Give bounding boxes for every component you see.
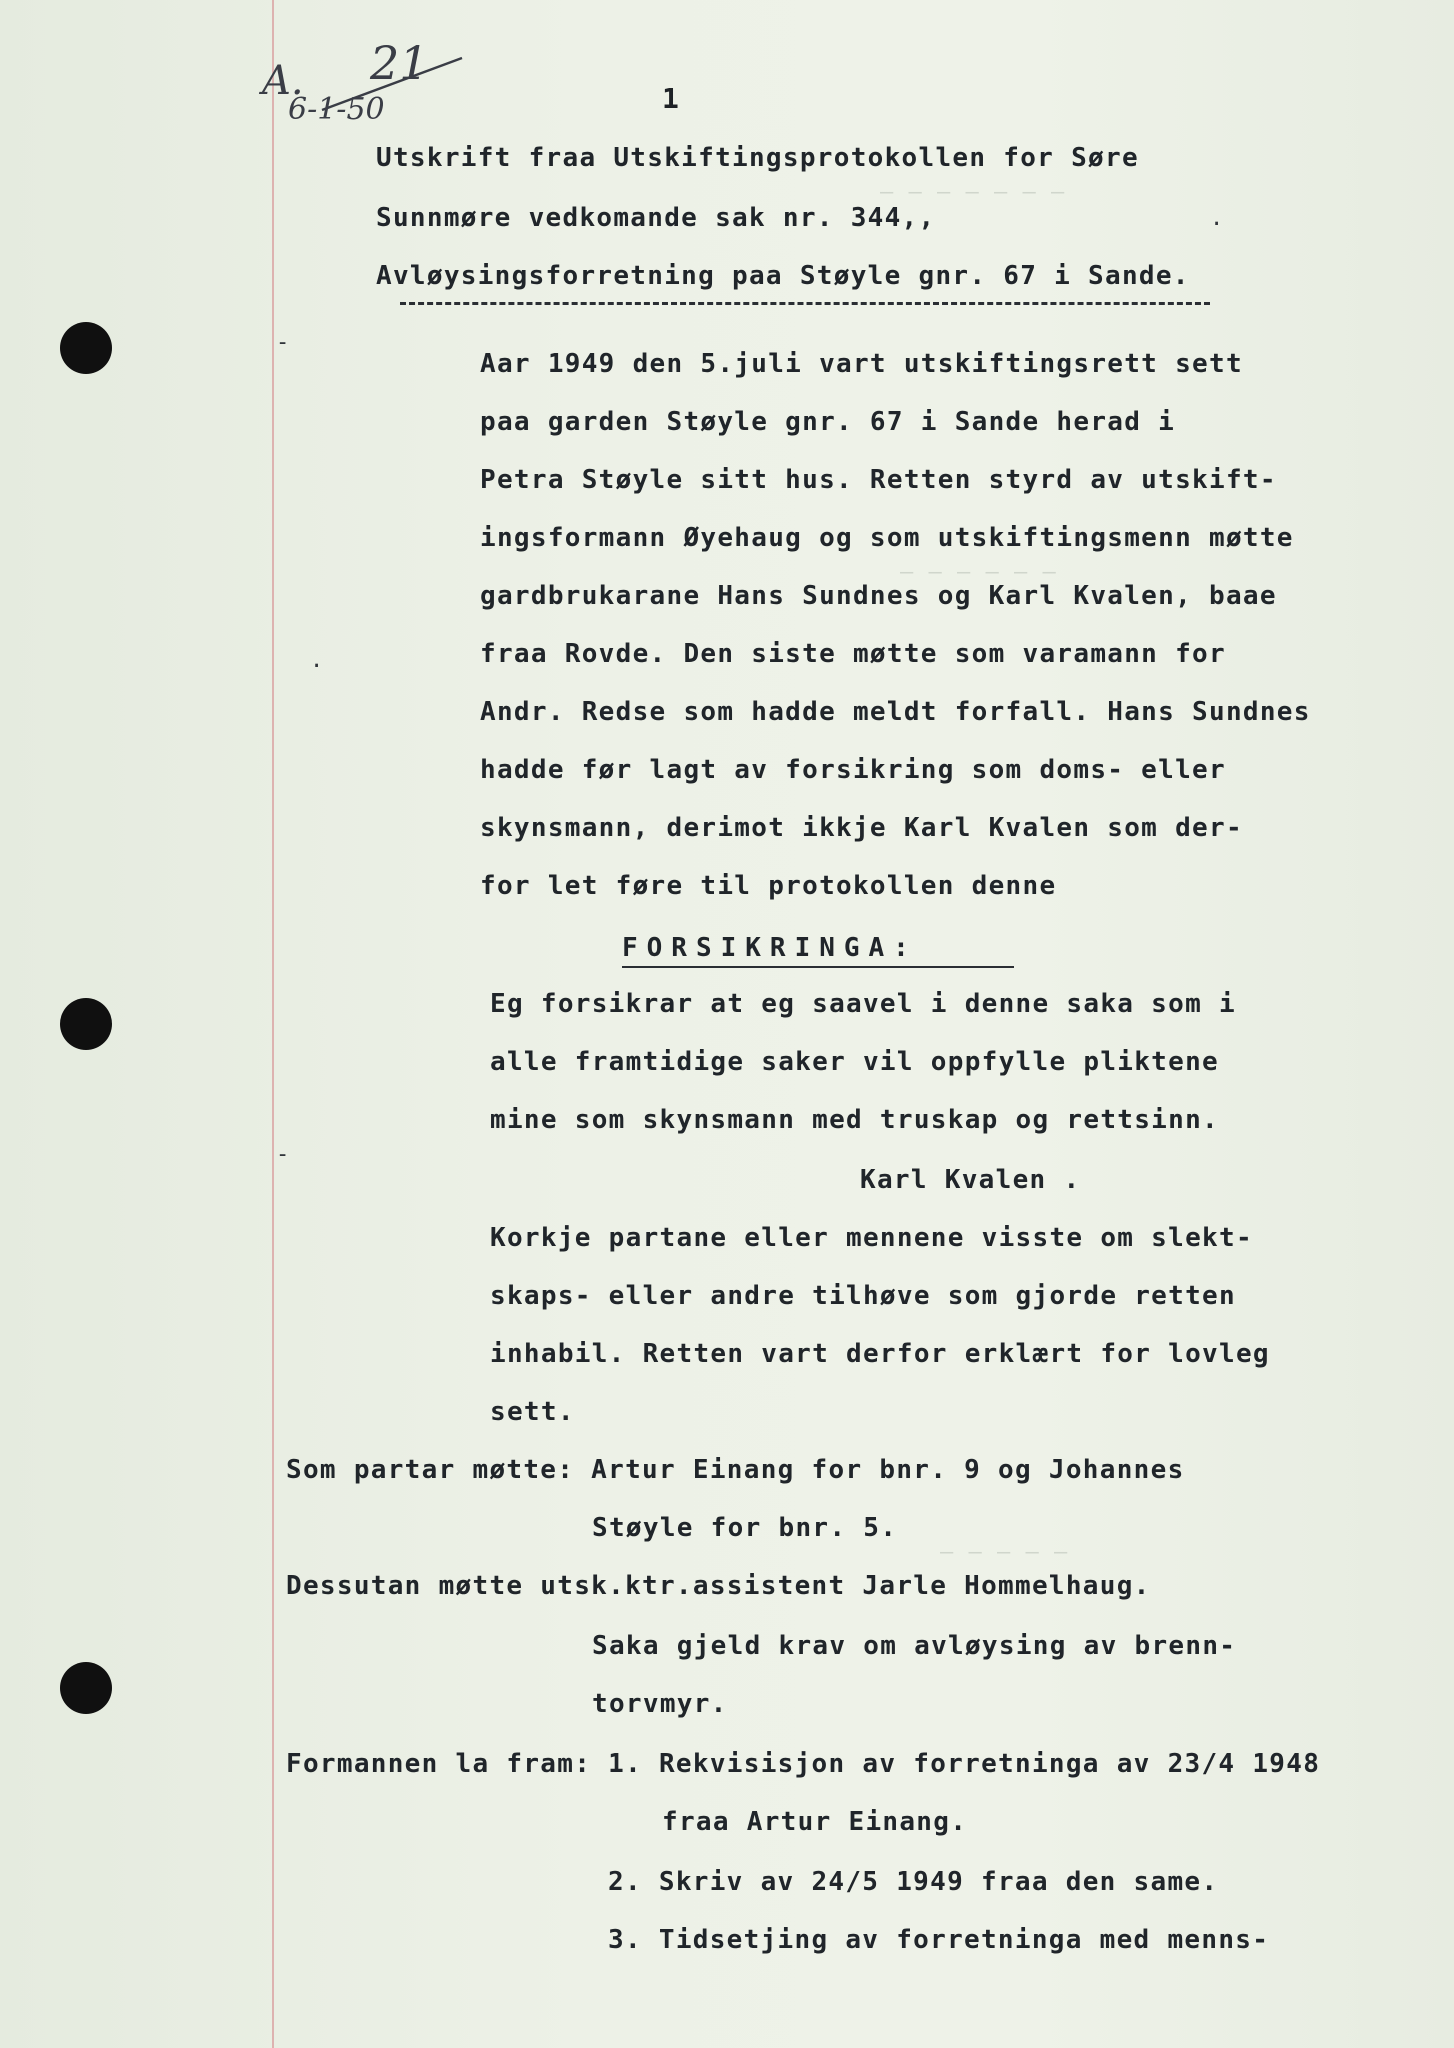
after-line: inhabil. Retten vart derfor erklært for lovleg: [490, 1339, 1270, 1369]
parties-line-1: Som partar møtte: Artur Einang for bnr. 9 og Johannes: [286, 1455, 1185, 1485]
margin-tick: -: [276, 1142, 290, 1167]
header-rule: [400, 302, 1210, 305]
after-line: skaps- eller andre tilhøve som gjorde retten: [490, 1281, 1236, 1311]
handwritten-reference: [262, 38, 472, 133]
bleed-through: — — — — — — —: [880, 180, 1066, 205]
body-line: Petra Støyle sitt hus. Retten styrd av utskift-: [480, 465, 1277, 495]
body-line: for let føre til protokollen denne: [480, 871, 1057, 901]
oath-line: mine som skynsmann med truskap og rettsinn.: [490, 1105, 1219, 1135]
documents-intro: Formannen la fram: 1. Rekvisisjon av forretninga av 23/4 1948: [286, 1749, 1321, 1779]
body-line: hadde før lagt av forsikring som doms- eller: [480, 755, 1226, 785]
body-line: skynsmann, derimot ikkje Karl Kvalen som der-: [480, 813, 1243, 843]
stray-mark: .: [310, 648, 324, 673]
header-line-2: Sunnmøre vedkomande sak nr. 344,,: [376, 203, 936, 233]
body-line: paa garden Støyle gnr. 67 i Sande herad i: [480, 407, 1176, 437]
body-line: gardbrukarane Hans Sundnes og Karl Kvalen, baae: [480, 581, 1277, 611]
handwritten-ref-number: 21: [370, 36, 429, 90]
parties-line-2: Støyle for bnr. 5.: [592, 1513, 898, 1543]
header-line-1: Utskrift fraa Utskiftingsprotokollen for Søre: [376, 143, 1139, 173]
margin-line: [272, 0, 274, 2048]
body-line: Andr. Redse som hadde meldt forfall. Hans Sundnes: [480, 697, 1311, 727]
body-line: Aar 1949 den 5.juli vart utskiftingsrett sett: [480, 349, 1243, 379]
also-present: Dessutan møtte utsk.ktr.assistent Jarle Hommelhaug.: [286, 1571, 1151, 1601]
case-line-1: Saka gjeld krav om avløysing av brenn-: [592, 1631, 1237, 1661]
page-number: 1: [662, 82, 679, 115]
oath-line: alle framtidige saker vil oppfylle pliktene: [490, 1047, 1219, 1077]
margin-tick: -: [276, 330, 290, 355]
body-line: ingsformann Øyehaug og som utskiftingsmenn møtte: [480, 523, 1294, 553]
oath-line: Eg forsikrar at eg saavel i denne saka som i: [490, 989, 1236, 1019]
punch-hole-top: [60, 322, 112, 374]
document-3: 3. Tidsetjing av forretninga med menns-: [608, 1925, 1270, 1955]
signature: Karl Kvalen .: [860, 1165, 1081, 1195]
document-2: 2. Skriv av 24/5 1949 fraa den same.: [608, 1867, 1219, 1897]
body-line: fraa Rovde. Den siste møtte som varamann for: [480, 639, 1226, 669]
document-1-cont: fraa Artur Einang.: [662, 1807, 968, 1837]
oath-heading: FORSIKRINGA:: [622, 933, 918, 963]
header-line-3: Avløysingsforretning paa Støyle gnr. 67 i Sande.: [376, 261, 1190, 291]
bleed-through: — — — — — —: [900, 560, 1057, 585]
after-line: Korkje partane eller mennene visste om slekt-: [490, 1223, 1253, 1253]
punch-hole-middle: [60, 998, 112, 1050]
after-line: sett.: [490, 1397, 575, 1427]
handwritten-date: 6-1-50: [288, 92, 385, 127]
punch-hole-bottom: [60, 1662, 112, 1714]
stray-mark: .: [1210, 206, 1224, 231]
bleed-through: — — — — —: [940, 1540, 1069, 1565]
case-line-2: torvmyr.: [592, 1689, 728, 1719]
handwritten-prefix: A.: [262, 58, 304, 104]
oath-heading-underline: [622, 966, 1014, 968]
